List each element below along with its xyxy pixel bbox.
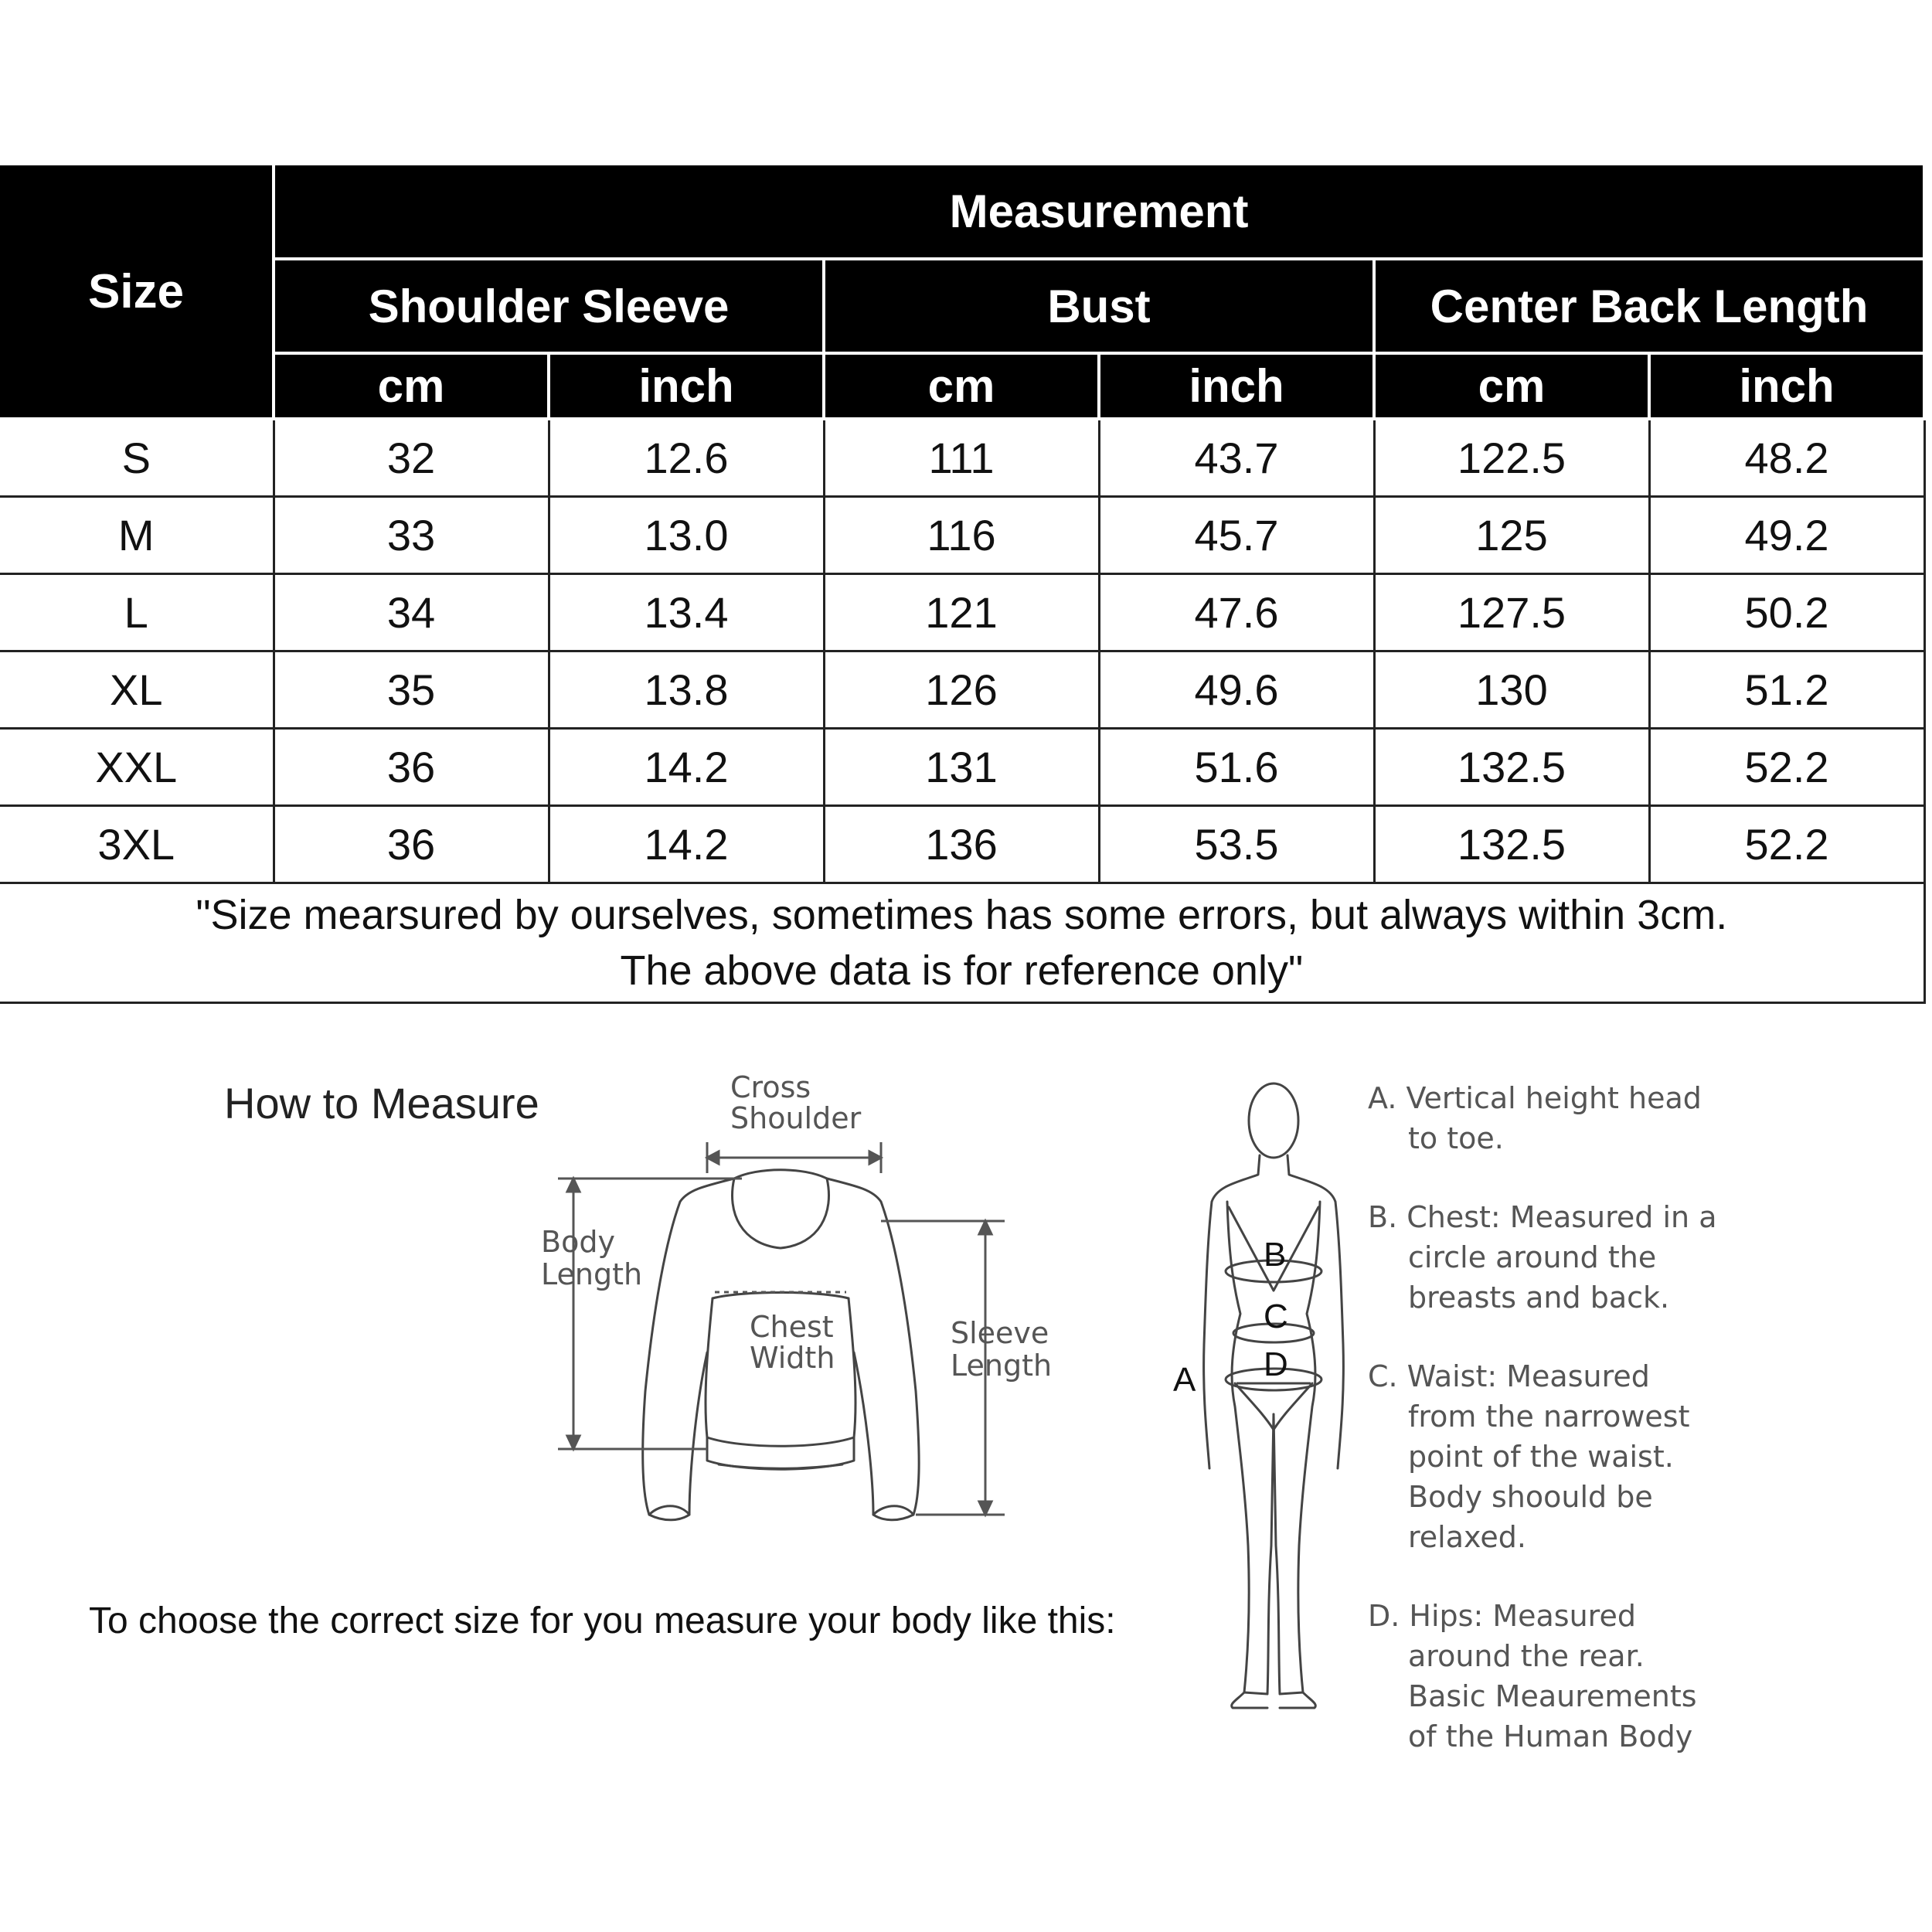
body-length-label: Length <box>541 1257 643 1291</box>
size-note-line-2: The above data is for reference only" <box>620 947 1304 994</box>
value-cell: 132.5 <box>1374 806 1649 883</box>
value-cell: 51.6 <box>1099 729 1374 806</box>
value-cell: 13.0 <box>549 497 824 574</box>
size-cell: XXL <box>0 729 274 806</box>
unit-header: cm <box>824 353 1099 419</box>
measure-step-line: breasts and back. <box>1408 1281 1670 1315</box>
value-cell: 132.5 <box>1374 729 1649 806</box>
table-row <box>0 419 1924 497</box>
cross-shoulder-label: Shoulder <box>730 1101 862 1135</box>
value-cell: 36 <box>274 806 549 883</box>
size-cell: XL <box>0 651 274 729</box>
bust-header: Bust <box>824 259 1374 354</box>
value-cell: 130 <box>1374 651 1649 729</box>
measurement-header: Measurement <box>274 164 1924 259</box>
shoulder-sleeve-header: Shoulder Sleeve <box>274 259 824 354</box>
unit-header: inch <box>549 353 824 419</box>
size-header: Size <box>0 164 274 419</box>
value-cell: 125 <box>1374 497 1649 574</box>
choose-size-instruction: To choose the correct size for you measure your body like this: <box>89 1600 1116 1641</box>
value-cell: 13.8 <box>549 651 824 729</box>
body-figure-diagram <box>1151 1066 1383 1731</box>
measure-step-line: relaxed. <box>1408 1520 1526 1554</box>
value-cell: 14.2 <box>549 729 824 806</box>
value-cell: 53.5 <box>1099 806 1374 883</box>
value-cell: 13.4 <box>549 574 824 651</box>
value-cell: 51.2 <box>1649 651 1924 729</box>
size-note <box>0 883 1924 1003</box>
size-cell: S <box>0 419 274 497</box>
body-length-label: Body <box>541 1225 615 1259</box>
value-cell: 49.2 <box>1649 497 1924 574</box>
measure-step-line: around the rear. <box>1408 1639 1645 1673</box>
center-back-length-header: Center Back Length <box>1374 259 1924 354</box>
measure-step <box>1368 1596 1909 1757</box>
measure-step-line: B. Chest: Measured in a <box>1368 1200 1717 1234</box>
unit-header: inch <box>1099 353 1374 419</box>
value-cell: 52.2 <box>1649 729 1924 806</box>
measure-step-line: D. Hips: Measured <box>1368 1599 1636 1633</box>
measure-step-line: of the Human Body <box>1408 1719 1693 1753</box>
value-cell: 43.7 <box>1099 419 1374 497</box>
figure-letter-b: B <box>1264 1236 1287 1274</box>
size-cell: 3XL <box>0 806 274 883</box>
value-cell: 111 <box>824 419 1099 497</box>
measure-step-line: C. Waist: Measured <box>1368 1359 1650 1393</box>
measure-step-line: from the narrowest <box>1408 1400 1690 1434</box>
measure-step-line: A. Vertical height head <box>1368 1081 1702 1115</box>
value-cell: 47.6 <box>1099 574 1374 651</box>
unit-header: cm <box>274 353 549 419</box>
chest-width-label: Chest <box>750 1310 834 1344</box>
size-cell: M <box>0 497 274 574</box>
table-row <box>0 574 1924 651</box>
value-cell: 116 <box>824 497 1099 574</box>
measure-step-line: circle around the <box>1408 1240 1657 1274</box>
value-cell: 136 <box>824 806 1099 883</box>
sleeve-length-label: Sleeve <box>951 1316 1049 1350</box>
measure-step-line: Basic Meaurements <box>1408 1679 1697 1713</box>
value-cell: 121 <box>824 574 1099 651</box>
value-cell: 36 <box>274 729 549 806</box>
value-cell: 127.5 <box>1374 574 1649 651</box>
value-cell: 45.7 <box>1099 497 1374 574</box>
value-cell: 48.2 <box>1649 419 1924 497</box>
size-chart-table <box>0 162 1926 1004</box>
value-cell: 35 <box>274 651 549 729</box>
table-row <box>0 806 1924 883</box>
unit-header: inch <box>1649 353 1924 419</box>
value-cell: 52.2 <box>1649 806 1924 883</box>
value-cell: 49.6 <box>1099 651 1374 729</box>
value-cell: 12.6 <box>549 419 824 497</box>
size-note-line-1: "Size mearsured by ourselves, sometimes has some errors, but always within 3cm. <box>196 892 1728 938</box>
garment-measure-diagram <box>510 1059 1066 1538</box>
figure-letter-c: C <box>1264 1298 1288 1335</box>
measure-steps <box>1368 1078 1909 1795</box>
measure-step <box>1368 1356 1909 1557</box>
value-cell: 122.5 <box>1374 419 1649 497</box>
value-cell: 131 <box>824 729 1099 806</box>
cross-shoulder-label: Cross <box>730 1070 811 1104</box>
unit-header: cm <box>1374 353 1649 419</box>
how-to-measure-title: How to Measure <box>224 1079 539 1128</box>
value-cell: 34 <box>274 574 549 651</box>
value-cell: 50.2 <box>1649 574 1924 651</box>
value-cell: 32 <box>274 419 549 497</box>
figure-letter-a: A <box>1173 1361 1196 1399</box>
measure-step <box>1368 1197 1909 1318</box>
table-row <box>0 651 1924 729</box>
figure-letter-d: D <box>1264 1345 1288 1383</box>
size-cell: L <box>0 574 274 651</box>
value-cell: 33 <box>274 497 549 574</box>
table-row <box>0 729 1924 806</box>
table-row <box>0 497 1924 574</box>
measure-step-line: to toe. <box>1408 1121 1504 1155</box>
measure-step-line: Body shoould be <box>1408 1480 1653 1514</box>
value-cell: 126 <box>824 651 1099 729</box>
value-cell: 14.2 <box>549 806 824 883</box>
chest-width-label: Width <box>750 1341 835 1375</box>
measure-step <box>1368 1078 1909 1158</box>
sleeve-length-label: Length <box>951 1349 1053 1383</box>
measure-step-line: point of the waist. <box>1408 1440 1674 1474</box>
